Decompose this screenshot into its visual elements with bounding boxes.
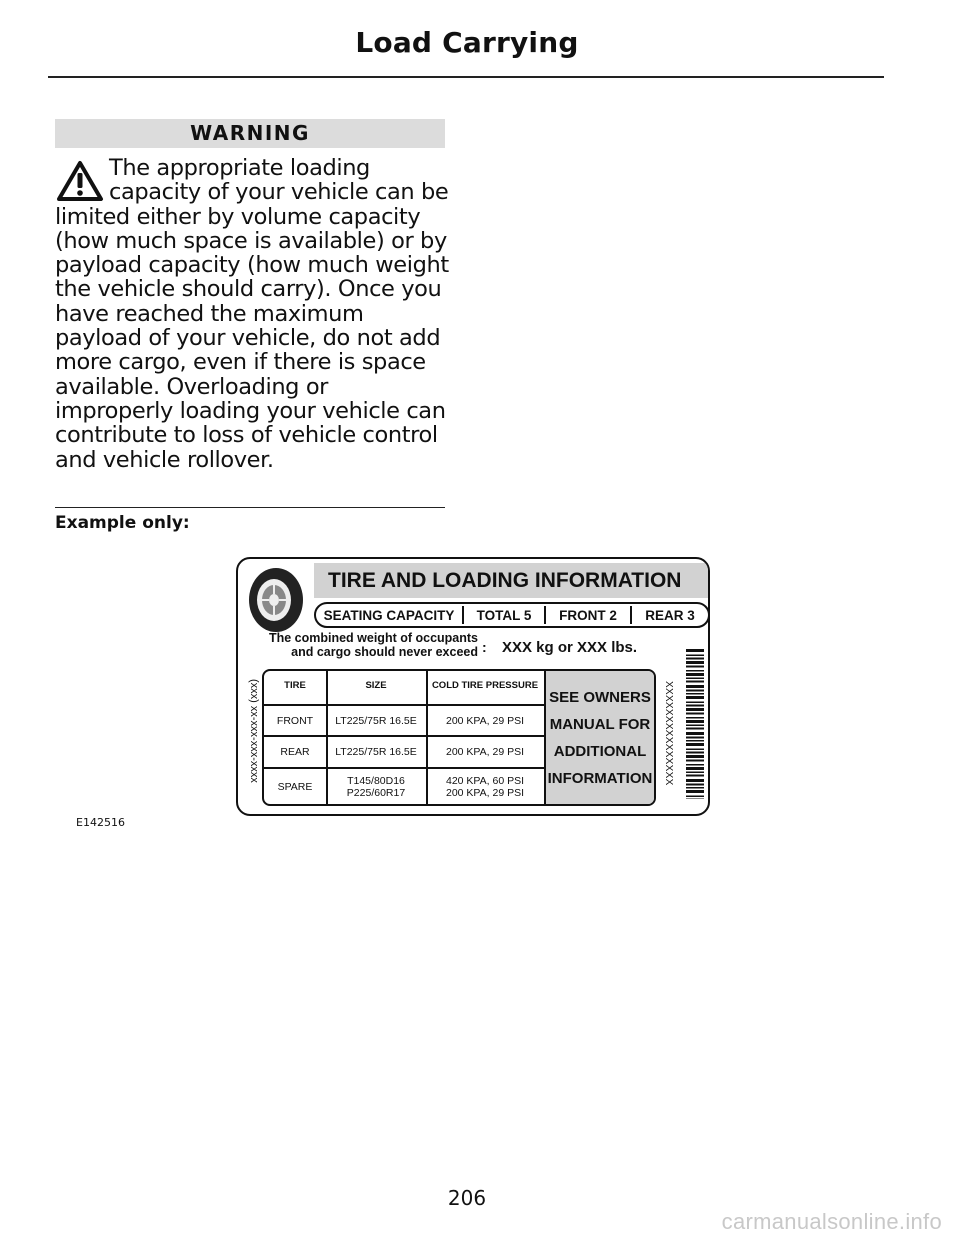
- table-divider: [426, 671, 428, 804]
- max-weight-value: XXX kg or XXX lbs.: [502, 639, 638, 656]
- tire-position: FRONT: [276, 715, 314, 727]
- spare-size-2: P225/60R17: [346, 787, 406, 799]
- warning-divider: [55, 507, 445, 508]
- warning-text: [55, 156, 450, 472]
- spare-size-1: T145/80D16: [347, 775, 405, 787]
- tire-loading-label: [236, 557, 710, 816]
- seating-capacity-bar: [314, 602, 710, 628]
- phone-vertical-text: [248, 679, 260, 783]
- table-row: [264, 706, 544, 736]
- seating-total: TOTAL 5: [476, 607, 532, 623]
- see-owners-line-4: INFORMATION: [547, 769, 653, 787]
- seating-capacity-label: SEATING CAPACITY: [323, 607, 455, 623]
- serial-vertical-text: [663, 681, 674, 786]
- combined-line-1: The combined weight of occupants: [268, 631, 478, 645]
- table-divider: [326, 671, 328, 804]
- colon: :: [482, 639, 487, 655]
- see-owners-manual-box: [544, 671, 654, 804]
- tire-size: [326, 769, 426, 805]
- see-owners-line-2: MANUAL FOR: [549, 715, 651, 733]
- tire-icon: [246, 565, 306, 635]
- watermark: carmanualsonline.info: [721, 1209, 942, 1234]
- tire-position: REAR: [280, 746, 310, 758]
- tire-pressure: 200 KPA, 29 PSI: [445, 746, 525, 758]
- combined-line-2: and cargo should never exceed: [291, 645, 478, 659]
- example-label: Example only:: [55, 513, 190, 533]
- spare-pressure-1: 420 KPA, 60 PSI: [445, 775, 525, 787]
- header-pressure: COLD TIRE PRESSURE: [431, 680, 539, 691]
- tire-size: LT225/75R 16.5E: [335, 715, 417, 727]
- seating-rear: REAR 3: [645, 607, 695, 623]
- phone-placeholder: (xxx) xx-xxx-xxx-xxxx: [248, 679, 260, 783]
- tire-pressure: [426, 769, 544, 805]
- header-tire: TIRE: [284, 680, 306, 691]
- serial-placeholder: XXXXXXXXXXXXXXX: [663, 681, 674, 786]
- warning-heading: WARNING: [55, 119, 445, 148]
- combined-weight-text: [258, 631, 478, 659]
- figure-id: E142516: [76, 816, 125, 829]
- warning-body: The appropriate loading capacity of your vehicle can be limited either by volume capacity (how much space is available) or by payload capacity (how much weight the vehicle should carry). Once you have reached the maximum payload of your vehicle, do not add more cargo, even if there is space available. Overloading or improperly loading your vehicle can contribute to loss of vehicle control and vehicle rollover.: [55, 155, 449, 473]
- title-divider: [48, 76, 884, 78]
- tire-position: SPARE: [277, 781, 313, 793]
- seating-front: FRONT 2: [559, 607, 617, 623]
- tire-pressure: 200 KPA, 29 PSI: [445, 715, 525, 727]
- table-header-row: [264, 671, 544, 701]
- table-row: [264, 769, 544, 805]
- tire-size: LT225/75R 16.5E: [335, 746, 417, 758]
- see-owners-line-3: ADDITIONAL: [553, 742, 647, 760]
- table-row: [264, 737, 544, 767]
- label-title: TIRE AND LOADING INFORMATION: [314, 563, 710, 598]
- page-title: Load Carrying: [355, 26, 579, 59]
- tire-pressure-table: [262, 669, 656, 806]
- spare-pressure-2: 200 KPA, 29 PSI: [445, 787, 525, 799]
- page-number: 206: [447, 1186, 487, 1210]
- see-owners-line-1: SEE OWNERS: [549, 688, 651, 706]
- barcode-icon: [678, 649, 704, 799]
- header-size: SIZE: [365, 680, 387, 691]
